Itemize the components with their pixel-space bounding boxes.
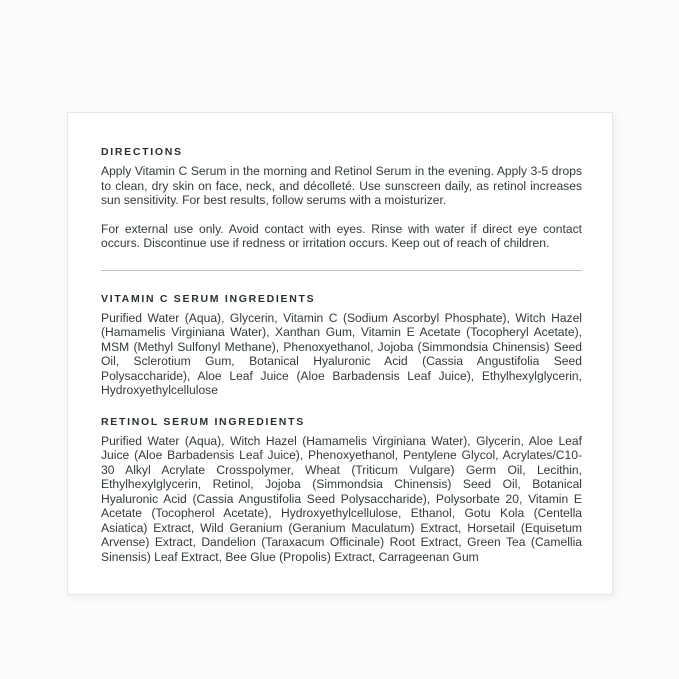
- vitamin-c-ingredients-section: [101, 293, 582, 398]
- vitamin-c-ingredients-list: Purified Water (Aqua), Glycerin, Vitamin C (Sodium Ascorbyl Phosphate), Witch Hazel (Hamamelis Virginiana Water), Xanthan Gum, Vitamin E Acetate (Tocopheryl Acetate), MSM (Methyl Sulfonyl Methane), Phenoxyethanol, Jojoba (Simmondsia Chinensis) Seed Oil, Sclerotium Gum, Botanical Hyaluronic Acid (Cassia Angustifolia Seed Polysaccharide), Aloe Leaf Juice (Aloe Barbadensis Leaf Juice), Ethylhexylglycerin, Hydroxyethylcellulose: [101, 310, 582, 397]
- directions-usage-paragraph: Apply Vitamin C Serum in the morning and Retinol Serum in the evening. Apply 3-5 drops to clean, dry skin on face, neck, and décolleté. Use sunscreen daily, as retinol increases sun sensitivity. For best results, follow serums with a moisturizer.: [101, 164, 582, 207]
- section-divider: [101, 270, 582, 271]
- retinol-ingredients-heading: RETINOL SERUM INGREDIENTS: [101, 415, 305, 428]
- vitamin-c-ingredients-heading: VITAMIN C SERUM INGREDIENTS: [101, 292, 316, 305]
- directions-heading: DIRECTIONS: [101, 146, 183, 158]
- directions-warning-paragraph: For external use only. Avoid contact with eyes. Rinse with water if direct eye contact occurs. Discontinue use if redness or irritation occurs. Keep out of reach of children.: [101, 221, 582, 250]
- retinol-ingredients-list: Purified Water (Aqua), Witch Hazel (Hamamelis Virginiana Water), Glycerin, Aloe Leaf Juice (Aloe Barbadensis Leaf Juice), Phenoxyethanol, Pentylene Glycol, Acrylates/C10-30 Alkyl Acrylate Crosspolymer, Wheat (Triticum Vulgare) Germ Oil, Lecithin, Ethylhexylglycerin, Retinol, Jojoba (Simmondsia Chinensis) Seed Oil, Botanical Hyaluronic Acid (Cassia Angustifolia Seed Polysaccharide), Polysorbate 20, Vitamin E Acetate (Tocopherol Acetate), Hydroxyethylcellulose, Ethanol, Gotu Kola (Centella Asiatica) Extract, Wild Geranium (Geranium Maculatum) Extract, Horsetail (Equisetum Arvense) Extract, Dandelion (Taraxacum Officinale) Root Extract, Green Tea (Camellia Sinensis) Leaf Extract, Bee Glue (Propolis) Extract, Carrageenan Gum: [101, 433, 582, 564]
- ingredients-label-card: [67, 112, 613, 595]
- retinol-ingredients-section: [101, 416, 582, 565]
- directions-section: [101, 146, 582, 251]
